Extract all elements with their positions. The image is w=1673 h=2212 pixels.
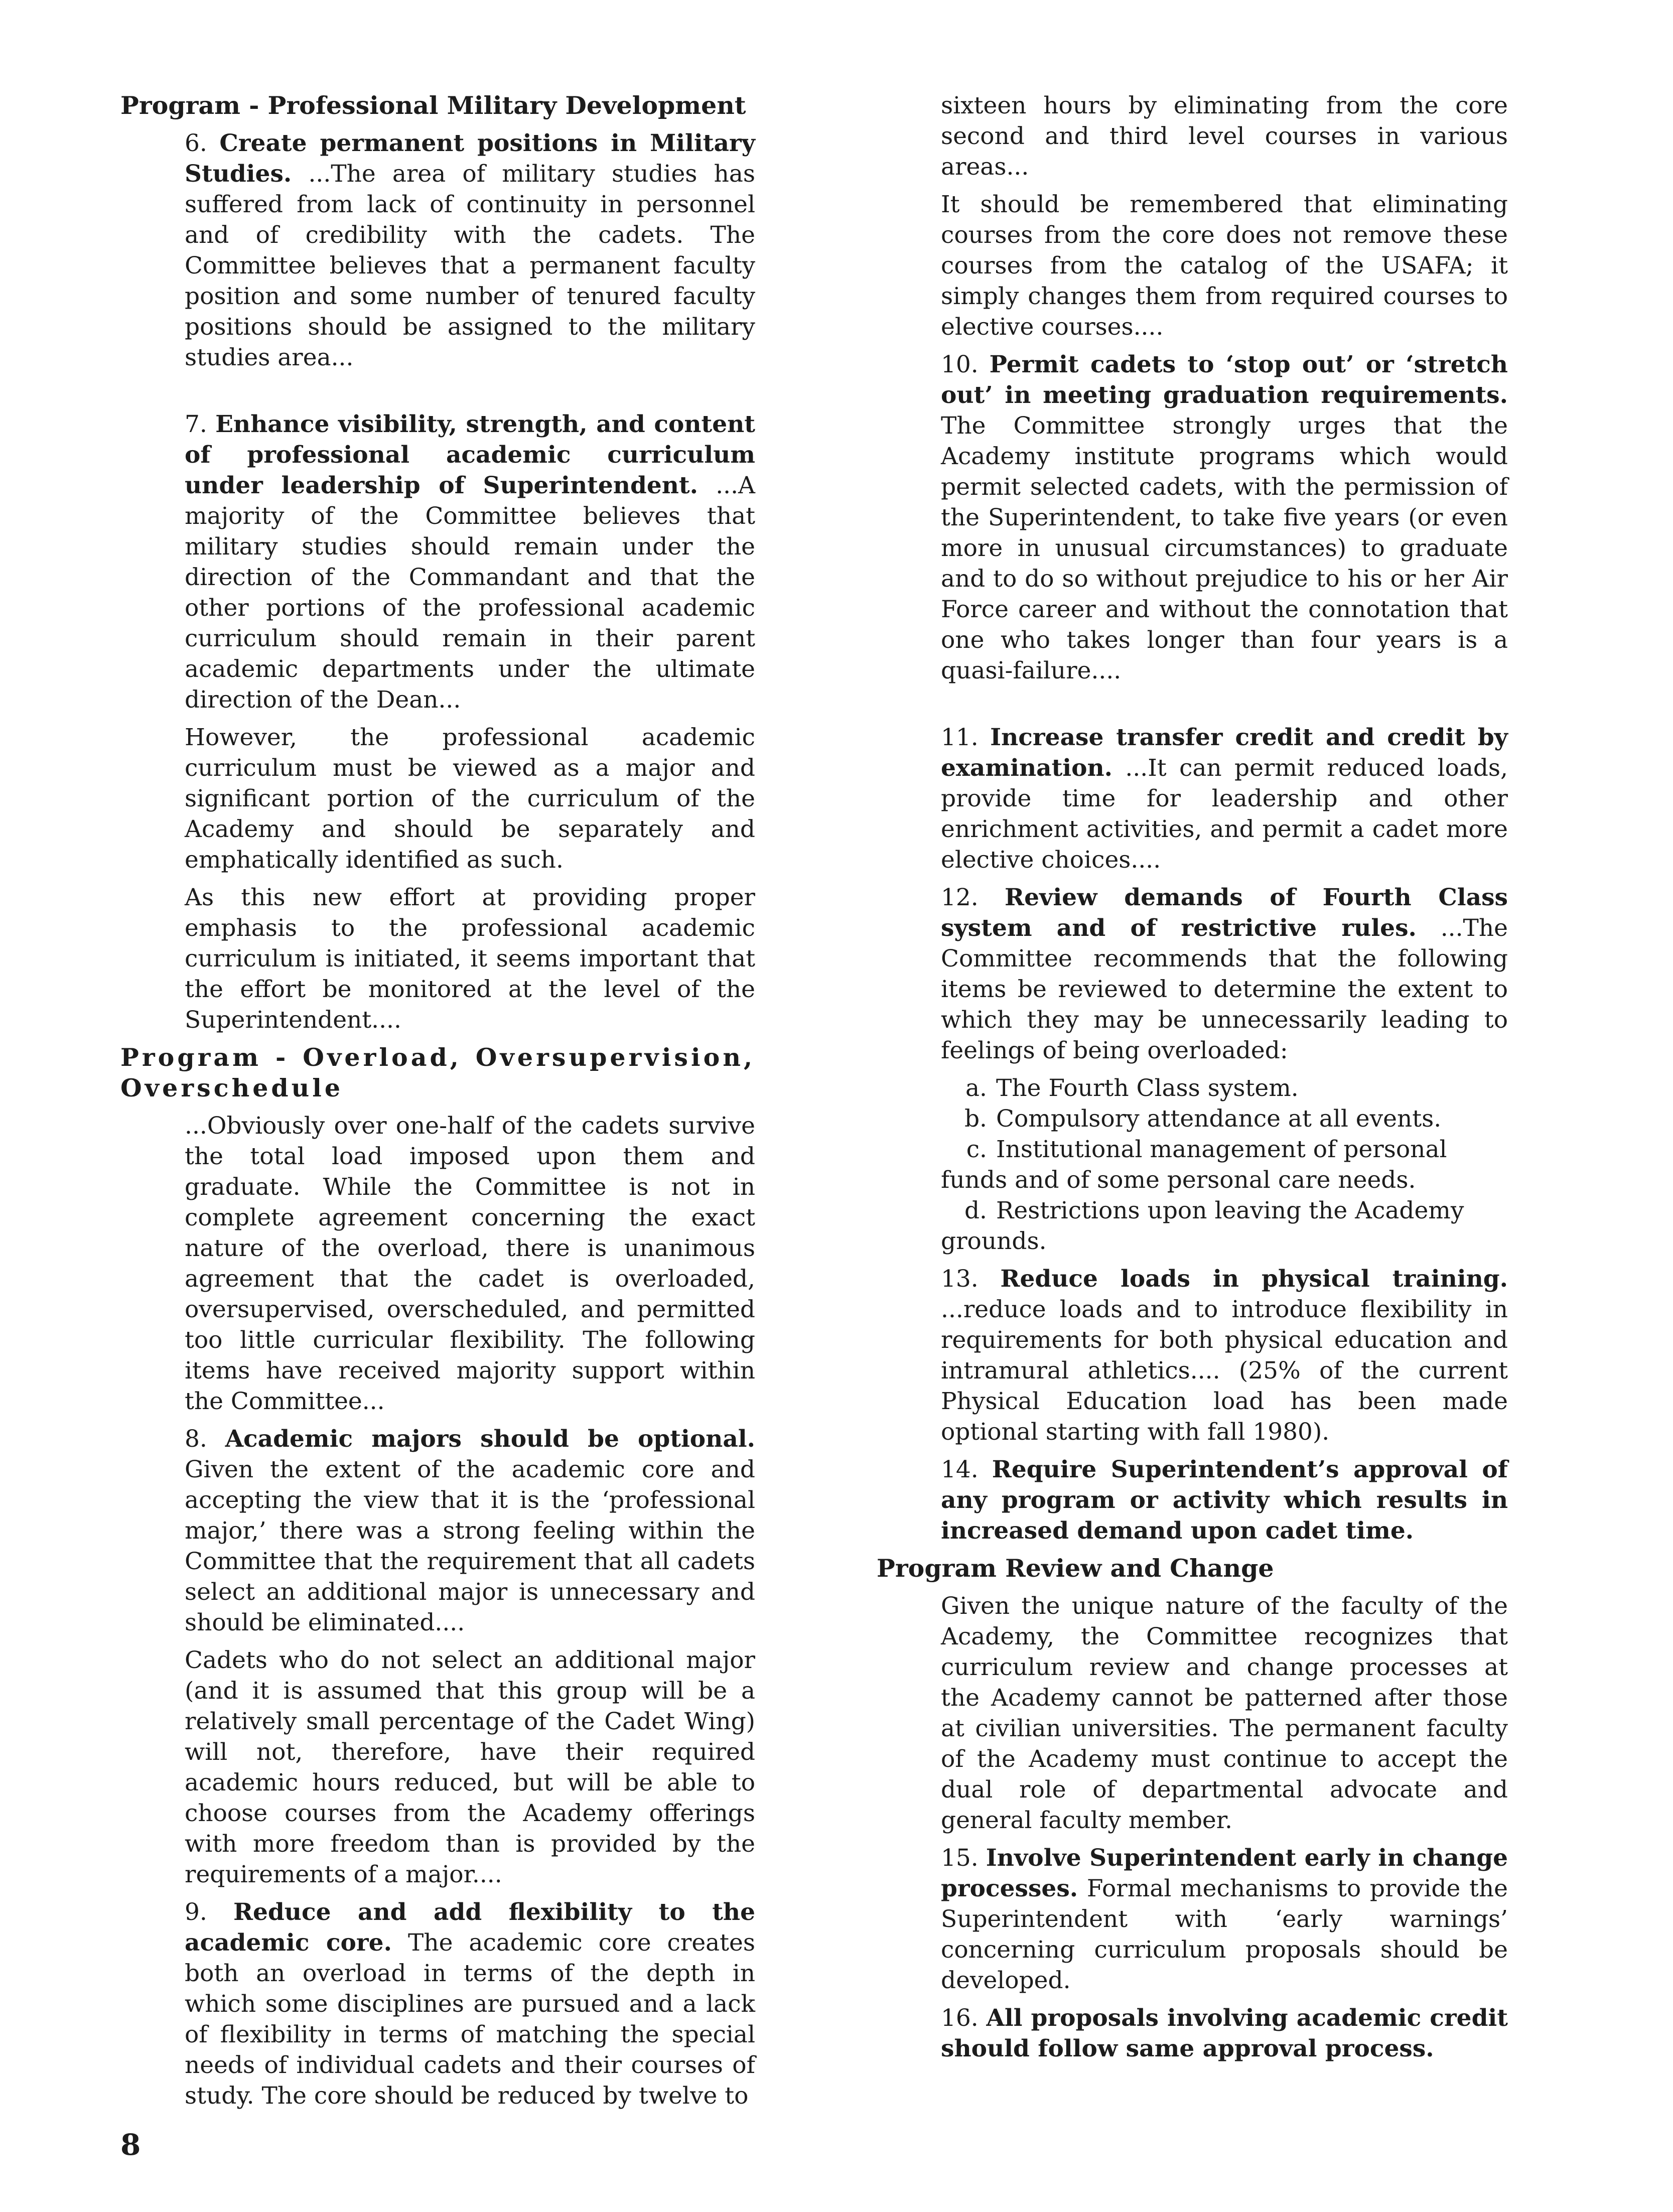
item-8 [185,1424,755,1638]
item-number: 14. [941,1456,979,1483]
item-9-paragraph-2: It should be remembered that eliminating courses from the core does not remove these courses from the catalog of the USAFA; it simply changes them from required courses to elective courses.... [941,191,1508,341]
item-number: 15. [941,1844,979,1872]
item-text: ...The Committee recommends that the following items be reviewed to determine the extent to which they may be unnecessarily leading to feelings of being overloaded: [941,914,1508,1064]
section-heading-overload: Program - Overload, Oversupervision, Overschedule [120,1043,755,1102]
list-item-text: Compulsory attendance at all events. [996,1105,1442,1133]
list-item-text: Institutional management of personal funds and of some personal care needs. [941,1136,1447,1194]
item-lead: Reduce loads in physical training. [1000,1265,1508,1293]
item-13 [941,1264,1508,1447]
item-lead: Require Superintendent’s approval of any program or activity which results in increased demand upon cadet time. [941,1456,1508,1545]
item-11 [941,722,1508,875]
item-15 [941,1843,1508,1996]
item-text: ...The area of military studies has suffered from lack of continuity in personnel and of credibility with the cadets. The Committee believes that a permanent faculty position and some number of tenured faculty positions should be assigned to the military studies area... [185,160,755,371]
item-14 [941,1454,1508,1546]
item-7-paragraph-2: However, the professional academic curriculum must be viewed as a major and significant portion of the curriculum of the Academy and should be separately and emphatically identified as such. [185,724,755,874]
item-number: 13. [941,1265,979,1293]
item-lead: Reduce and add flexibility to the academic core. [185,1898,755,1957]
list-item-text: The Fourth Class system. [996,1074,1299,1102]
item-lead: Review demands of Fourth Class system and of restrictive rules. [941,884,1508,942]
item-lead: All proposals involving academic credit should follow same approval process. [941,2004,1508,2062]
list-item [941,1103,1508,1134]
item-number: 9. [185,1898,207,1926]
item-number: 8. [185,1425,207,1453]
item-9-continued: sixteen hours by eliminating from the core second and third level courses in various areas... [941,92,1508,181]
item-7 [185,409,755,715]
item-lead: Involve Superintendent early in change processes. [941,1844,1508,1902]
item-lead: Create permanent positions in Military Studies. [185,129,755,188]
item-lead: Increase transfer credit and credit by examination. [941,724,1508,782]
right-column [877,90,1508,2071]
page-number: 8 [120,2128,141,2162]
spacer [120,380,755,409]
item-10 [941,349,1508,686]
spacer [941,693,1508,722]
section-heading-program-review: Program Review and Change [877,1554,1274,1583]
list-item-label: c. [966,1136,987,1163]
item-9 [185,1897,755,2111]
item-7-paragraph-3: As this new effort at providing proper emphasis to the professional academic curriculum is initiated, it seems important that the effort be monitored at the level of the Superintendent.... [185,884,755,1034]
item-number: 7. [185,410,207,438]
section-heading-professional-military: Program - Professional Military Development [120,91,746,120]
item-number: 11. [941,724,979,751]
item-text: The academic core creates both an overload in terms of the depth in which some disciplines are pursued and a lack of flexibility in terms of matching the special needs of individual cadets and their courses of study. The core should be reduced by twelve to [185,1929,755,2110]
item-8-paragraph-2: Cadets who do not select an additional major (and it is assumed that this group will be a relatively small percentage of the Cadet Wing) will not, therefore, have their required academic hours reduced, but will be able to choose courses from the Academy offerings with more freedom than is provided by the requirements of a major.... [185,1646,755,1888]
item-number: 12. [941,884,979,911]
item-text: ...A majority of the Committee believes that military studies should remain under the direction of the Commandant and that the other portions of the professional academic curriculum should remain in their parent academic departments under the ultimate direction of the Dean... [185,472,755,714]
list-item-text: Restrictions upon leaving the Academy grounds. [941,1197,1464,1255]
item-lead: Academic majors should be optional. [225,1425,755,1453]
item-number: 10. [941,351,979,378]
item-12 [941,882,1508,1066]
item-lead: Permit cadets to ‘stop out’ or ‘stretch out’ in meeting graduation requirements. [941,351,1508,409]
list-item-label: d. [964,1197,987,1224]
list-item [941,1195,1508,1257]
left-column [120,90,755,2118]
item-text: Given the extent of the academic core and accepting the view that it is the ‘professional major,’ there was a strong feeling within the Committee that the requirement that all cadets select an additional major is unnecessary and should be eliminated.... [185,1456,755,1636]
item-number: 6. [185,129,207,157]
program-review-text: Given the unique nature of the faculty of the Academy, the Committee recognizes that curriculum review and change processes at the Academy cannot be patterned after those at civilian universities. The permanent faculty of the Academy must continue to accept the dual role of departmental advocate and general faculty member. [941,1592,1508,1834]
overload-intro: ...Obviously over one-half of the cadets survive the total load imposed upon them and graduate. While the Committee is not in complete agreement concerning the exact nature of the overload, there is unanimous agreement that the cadet is overloaded, oversupervised, overscheduled, and permitted too little curricular flexibility. The following items have received majority support within the Committee... [185,1112,755,1415]
list-item [941,1134,1508,1195]
item-text: Formal mechanisms to provide the Superintendent with ‘early warnings’ concerning curriculum proposals should be developed. [941,1875,1508,1994]
item-lead: Enhance visibility, strength, and content of professional academic curriculum under leadership of Superintendent. [185,410,755,499]
item-number: 16. [941,2004,979,2032]
item-6 [185,128,755,373]
list-item-label: b. [964,1105,987,1133]
list-item [941,1073,1508,1103]
item-16 [941,2003,1508,2064]
item-text: ...reduce loads and to introduce flexibility in requirements for both physical education and intramural athletics.... (25% of the current Physical Education load has been made optional starting with fall 1980). [941,1296,1508,1446]
list-item-label: a. [965,1074,987,1102]
item-text: ...It can permit reduced loads, provide time for leadership and other enrichment activities, and permit a cadet more elective choices.... [941,754,1508,874]
item-text: The Committee strongly urges that the Academy institute programs which would permit selected cadets, with the permission of the Superintendent, to take five years (or even more in unusual circumstances) to graduate and to do so without prejudice to his or her Air Force career and without the connotation that one who takes longer than four years is a quasi-failure.... [941,412,1508,684]
